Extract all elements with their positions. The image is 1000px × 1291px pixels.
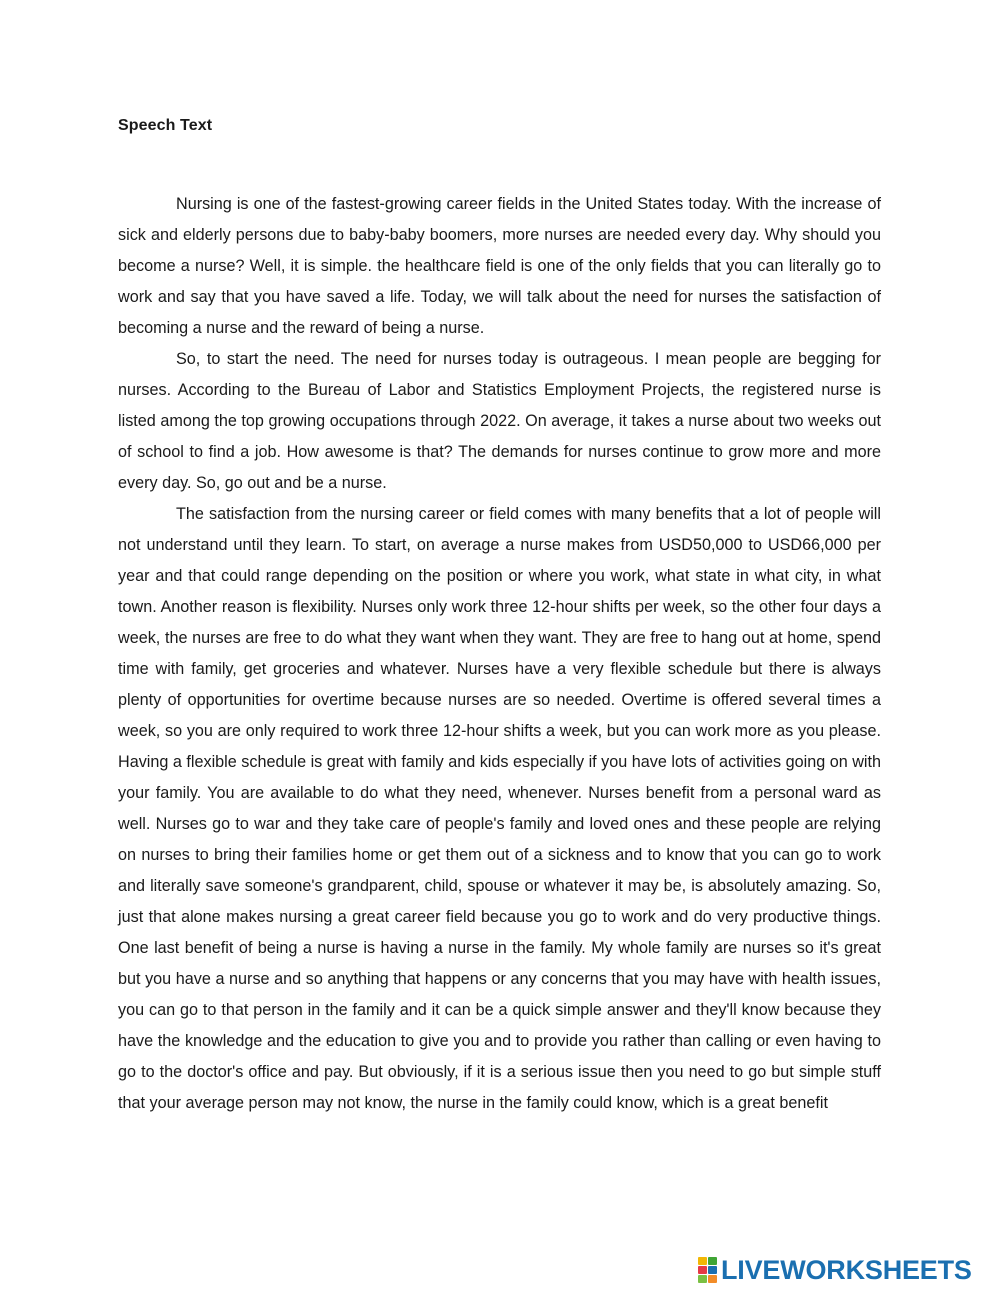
logo-block [698, 1257, 707, 1265]
logo-block [698, 1266, 707, 1274]
logo-text: LIVEWORKSHEETS [721, 1255, 972, 1285]
paragraph: So, to start the need. The need for nurses today is outrageous. I mean people are begging for nurses. According to the Bureau of Labor and Statistics Employment Projects, the registered nurse is listed among the top growing occupations through 2022. On average, it takes a nurse about two weeks out of school to find a job. How awesome is that? The demands for nurses continue to grow more and more every day. So, go out and be a nurse. [118, 350, 881, 492]
logo-block [708, 1275, 717, 1283]
logo-block [708, 1257, 717, 1265]
logo-block [698, 1275, 707, 1283]
paragraph: The satisfaction from the nursing career or field comes with many benefits that a lot of people will not understand until they learn. To start, on average a nurse makes from USD50,000 to USD66,000 per year and that could range depending on the position or where you work, what state in what city, in what town. Another reason is flexibility. Nurses only work three 12-hour shifts per week, so the other four days a week, the nurses are free to do what they want when they want. They are free to hang out at home, spend time with family, get groceries and whatever. Nurses have a very flexible schedule but there is always plenty of opportunities for overtime because nurses are so needed. Overtime is offered several times a week, so you are only required to work three 12-hour shifts a week, but you can work more as you please. Having a flexible schedule is great with family and kids especially if you have lots of activities going on with your family. You are available to do what they need, whenever. Nurses benefit from a personal ward as well. Nurses go to war and they take care of people's family and loved ones and these people are relying on nurses to bring their families home or get them out of a sickness and to know that you can go to work and literally save someone's grandparent, child, spouse or whatever it may be, is absolutely amazing. So, just that alone makes nursing a great career field because you go to work and do very productive things. One last benefit of being a nurse is having a nurse in the family. My whole family are nurses so it's great but you have a nurse and so anything that happens or any concerns that you may have with health issues, you can go to that person in the family and it can be a quick simple answer and they'll know because they have the knowledge and the education to give you and to provide you rather than calling or even having to go to the doctor's office and pay. But obviously, if it is a serious issue then you need to go but simple stuff that your average person may not know, the nurse in the family could know, which is a great benefit [118, 505, 882, 1112]
logo-block [708, 1266, 717, 1274]
logo-mark-icon [698, 1257, 718, 1283]
page-title: Speech Text [118, 117, 213, 134]
paragraph: Nursing is one of the fastest-growing career fields in the United States today. With the increase of sick and elderly persons due to baby-baby boomers, more nurses are needed every day. Why should you become a nurse? Well, it is simple. the healthcare field is one of the only fields that you can literally go to work and say that you have saved a life. Today, we will talk about the need for nurses the satisfaction of becoming a nurse and the reward of being a nurse. [118, 195, 881, 337]
speech-body [118, 189, 881, 1119]
liveworksheets-logo [698, 1255, 972, 1285]
